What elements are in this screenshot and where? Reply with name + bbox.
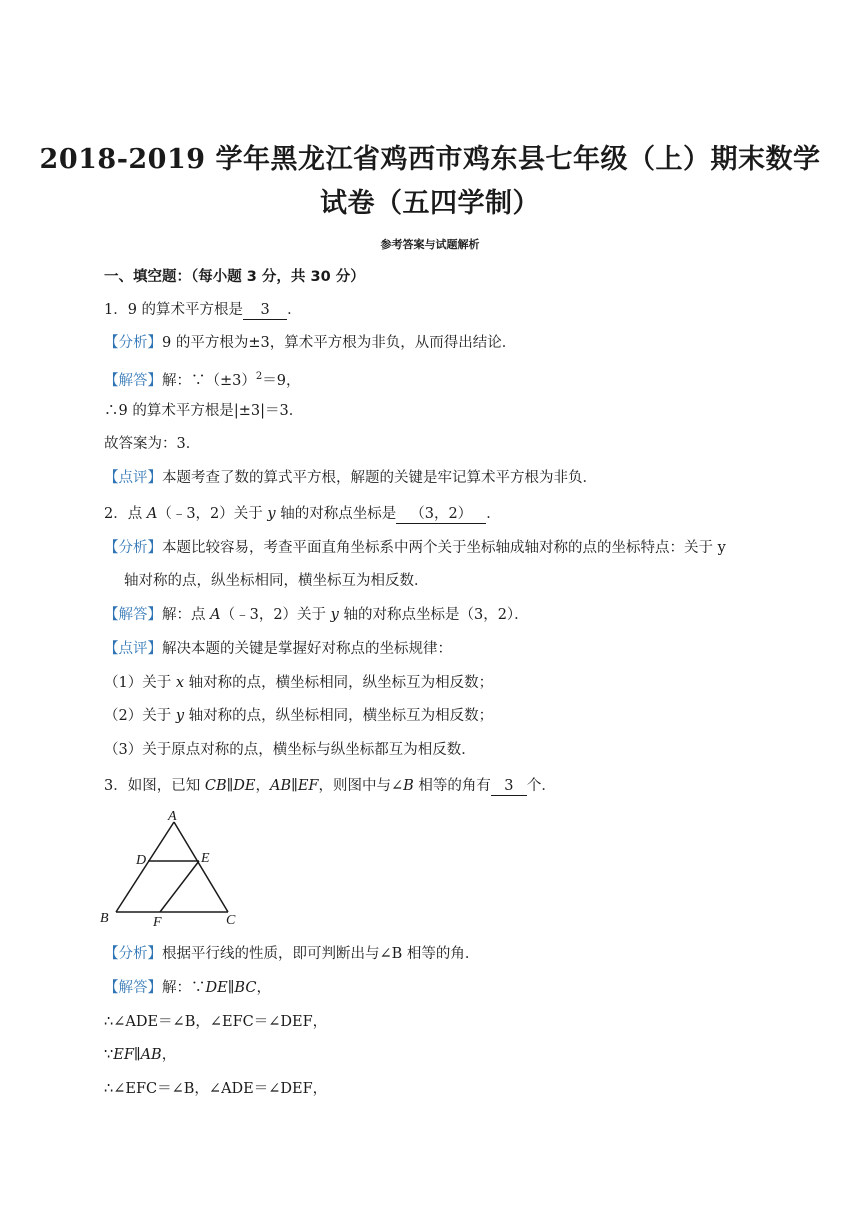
q3-solution-3: ∵EF∥AB， [104, 1047, 177, 1063]
label-a: A [168, 809, 177, 824]
answer-blank: 3 [243, 301, 287, 320]
page-title-line1: 2018-2019 学年黑龙江省鸡西市鸡东县七年级（上）期末数学 [39, 144, 821, 175]
page-subtitle: 参考答案与试题解析 [380, 238, 480, 251]
q2-rule-2: （2）关于 y 轴对称的点，纵坐标相同，横坐标互为相反数； [104, 708, 494, 724]
comment-tag: 【点评】 [104, 470, 162, 486]
question-2: 2．点 A（﹣3，2）关于 y 轴的对称点坐标是 （3，2） ． [104, 506, 501, 522]
analysis-tag: 【分析】 [104, 946, 162, 962]
label-e: E [201, 851, 210, 866]
q2-analysis-2: 轴对称的点，纵坐标相同，横坐标互为相反数． [124, 573, 429, 589]
q1-solution: 【解答】解：$\because(\pm 3)^2=9$， [104, 371, 301, 389]
q3-solution-4: ∴∠EFC＝∠B，∠ADE＝∠DEF， [104, 1081, 328, 1097]
comment-tag: 【点评】 [104, 641, 162, 657]
label-c: C [226, 913, 236, 926]
q2-analysis: 【分析】本题比较容易，考查平面直角坐标系中两个关于坐标轴成轴对称的点的坐标特点：关于 y [104, 540, 726, 556]
q2-rule-3: （3）关于原点对称的点，横坐标与纵坐标都互为相反数． [104, 742, 476, 758]
q2-rule-1: （1）关于 x 轴对称的点，横坐标相同，纵坐标互为相反数； [104, 675, 494, 691]
solution-tag: 【解答】 [104, 372, 162, 389]
answer-blank: 3 [491, 777, 527, 796]
q3-solution-2: ∴∠ADE＝∠B，∠EFC＝∠DEF， [104, 1014, 328, 1030]
section-heading: 一、填空题：（每小题 3 分，共 30 分） [104, 269, 365, 285]
label-b: B [100, 911, 109, 926]
q3-solution: 【解答】解：∵DE∥BC， [104, 980, 271, 996]
analysis-tag: 【分析】 [104, 540, 162, 556]
q3-analysis: 【分析】根据平行线的性质，即可判断出与∠B 相等的角． [104, 946, 480, 962]
label-d: D [136, 853, 147, 868]
answer-blank: （3，2） [396, 505, 486, 524]
q1-comment: 【点评】本题考查了数的算式平方根，解题的关键是牢记算术平方根为非负． [104, 470, 597, 486]
page-title-line2: 试卷（五四学制） [320, 188, 540, 219]
analysis-tag: 【分析】 [104, 335, 162, 351]
question-1: 1．9 的算术平方根是 3 ． [104, 302, 302, 318]
solution-tag: 【解答】 [104, 607, 162, 623]
q2-comment: 【点评】解决本题的关键是掌握好对称点的坐标规律： [104, 641, 452, 657]
geometry-figure [98, 806, 248, 926]
q2-solution: 【解答】解：点 A（﹣3，2）关于 y 轴的对称点坐标是（3，2）． [104, 607, 529, 623]
question-3: 3．如图，已知 CB∥DE，AB∥EF，则图中与∠B 相等的角有 3 个． [104, 778, 556, 794]
segment-ac [174, 822, 228, 912]
q1-analysis: 【分析】9 的平方根为±3，算术平方根为非负，从而得出结论． [104, 335, 517, 351]
segment-ef [160, 861, 199, 912]
label-f: F [153, 915, 162, 926]
q1-solution-2: ∴9 的算术平方根是|±3|＝3． [104, 403, 304, 419]
solution-tag: 【解答】 [104, 980, 162, 996]
q1-solution-3: 故答案为：3． [104, 436, 201, 452]
